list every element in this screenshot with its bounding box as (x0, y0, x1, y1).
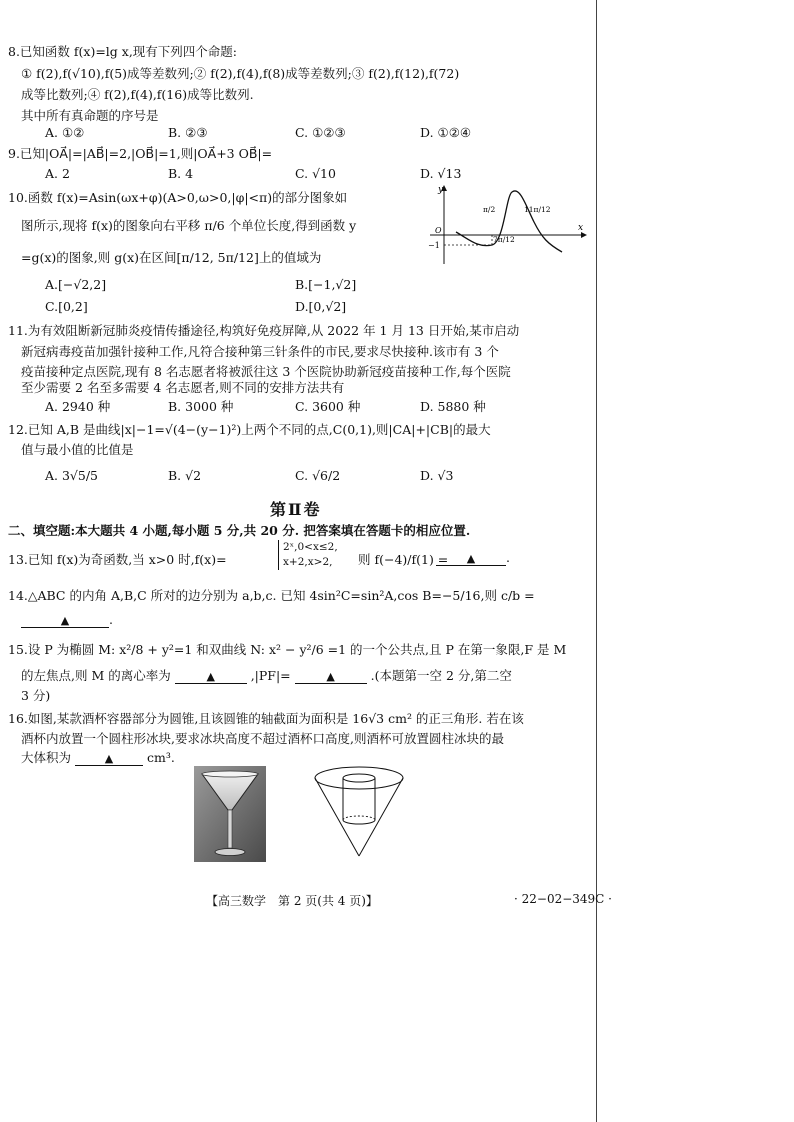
q9-option-b: B. 4 (168, 166, 194, 181)
page-margin-line (596, 0, 597, 1122)
section-title: 第Ⅱ卷 (270, 500, 322, 519)
q9-stem: 9.已知|OA⃗|=|AB⃗|=2,|OB⃗|=1,则|OA⃗+3 OB⃗|= (8, 146, 273, 161)
q9-option-c: C. √10 (295, 166, 336, 181)
q8-line4: 其中所有真命题的序号是 (21, 108, 159, 123)
q8-option-d: D. ①②④ (420, 125, 472, 140)
q16-line3 (21, 748, 175, 766)
q9-option-d: D. √13 (420, 166, 462, 181)
q10-option-d: D.[0,√2] (295, 299, 347, 314)
answer-marker-icon: ▲ (206, 670, 215, 683)
q10-option-b: B.[−1,√2] (295, 277, 357, 292)
q15-line3: 3 分) (21, 688, 51, 703)
cone-cylinder-diagram (306, 764, 412, 860)
q15-line2-b: ,|PF|= (250, 668, 291, 683)
origin-label: O (435, 226, 442, 235)
q10-option-c: C.[0,2] (45, 299, 88, 314)
q16-line3-a: 大体积为 (21, 750, 72, 765)
q13-case-2: x+2,x>2, (283, 556, 333, 568)
q13-answer-blank[interactable]: ▲ . (436, 550, 510, 566)
q12-option-b: B. √2 (168, 468, 202, 483)
seven-pi-over-12-label: 7π/12 (493, 235, 515, 244)
q8-line2: ① f(2),f(√10),f(5)成等差数列;② f(2),f(4),f(8)成等差数列;③ f(2),f(12),f(72) (21, 66, 460, 81)
q16-line3-b: cm³. (146, 750, 175, 765)
minus-one-label: −1 (428, 241, 440, 250)
q11-option-a: A. 2940 种 (45, 399, 111, 414)
q10-option-a: A.[−√2,2] (45, 277, 107, 292)
y-axis-label: y (438, 185, 444, 195)
q15-line2 (21, 666, 512, 684)
q11-option-c: C. 3600 种 (295, 399, 361, 414)
q16-line2: 酒杯内放置一个圆柱形冰块,要求冰块高度不超过酒杯口高度,则酒杯可放置圆柱冰块的最 (21, 731, 504, 746)
q14-stem: 14.△ABC 的内角 A,B,C 所对的边分别为 a,b,c. 已知 4sin²C=sin²A,cos B=−5/16,则 c/b = (8, 588, 535, 603)
q14-answer-blank[interactable]: ▲ . (21, 612, 113, 628)
q10-stem: 10.函数 f(x)=Asin(ωx+φ)(A>0,ω>0,|φ|<π)的部分图象如 (8, 190, 348, 205)
answer-marker-icon: ▲ (104, 752, 114, 765)
q12-stem: 12.已知 A,B 是曲线|x|−1=√(4−(y−1)²)上两个不同的点,C(0,1),则|CA|+|CB|的最大 (8, 422, 491, 437)
q13-piecewise (278, 540, 338, 570)
q15-line2-c: .(本题第一空 2 分,第二空 (370, 668, 512, 683)
q12-option-a: A. 3√5/5 (45, 468, 99, 483)
q13-stem: 13.已知 f(x)为奇函数,当 x>0 时,f(x)= (8, 552, 227, 567)
answer-marker-icon: ▲ (326, 670, 335, 683)
q11-line2: 新冠病毒疫苗加强针接种工作,凡符合接种第三针条件的市民,要求尽快接种.该市有 3 个 (21, 344, 499, 359)
page-footer: 【高三数学 第 2 页(共 4 页)】 (206, 894, 378, 908)
q9-option-a: A. 2 (45, 166, 70, 181)
q16-stem: 16.如图,某款酒杯容器部分为圆锥,且该圆锥的轴截面为面积是 16√3 cm² 的正三角形. 若在该 (8, 711, 524, 726)
q8-line3: 成等比数列;④ f(2),f(4),f(16)成等比数列. (21, 87, 254, 102)
pi-over-2-label: π/2 (483, 205, 496, 214)
x-axis-label: x (578, 223, 584, 233)
eleven-pi-over-12-label: 11π/12 (524, 205, 551, 214)
q10-line3: =g(x)的图象,则 g(x)在区间[π/12, 5π/12]上的值域为 (21, 250, 322, 265)
q15-blank-1[interactable] (175, 668, 247, 684)
cocktail-glass-photo (194, 766, 266, 862)
q12-line2: 值与最小值的比值是 (21, 442, 134, 457)
q10-sine-graph (420, 182, 592, 268)
q11-option-d: D. 5880 种 (420, 399, 486, 414)
paper-code: · 22−02−349C · (514, 892, 612, 906)
q16-blank[interactable] (75, 750, 143, 766)
q13-ratio: 则 f(−4)/f(1) = (358, 552, 449, 567)
q13-case-1: 2ˣ,0<x≤2, (283, 541, 338, 553)
q10-line2: 图所示,现将 f(x)的图象向右平移 π/6 个单位长度,得到函数 y (21, 218, 357, 233)
q8-stem: 8.已知函数 f(x)=lg x,现有下列四个命题: (8, 44, 238, 59)
answer-marker-icon: ▲ (60, 614, 70, 627)
answer-marker-icon: ▲ (466, 552, 476, 565)
q11-line4: 至少需要 2 名至多需要 4 名志愿者,则不同的安排方法共有 (21, 380, 345, 395)
q11-stem: 11.为有效阻断新冠肺炎疫情传播途径,构筑好免疫屏障,从 2022 年 1 月 13 日开始,某市启动 (8, 323, 520, 338)
part2-instructions: 二、填空题:本大题共 4 小题,每小题 5 分,共 20 分. 把答案填在答题卡的相应位置. (8, 523, 471, 538)
q15-stem: 15.设 P 为椭圆 M: x²/8 + y²=1 和双曲线 N: x² − y²/6 =1 的一个公共点,且 P 在第一象限,F 是 M (8, 642, 567, 657)
q15-line2-a: 的左焦点,则 M 的离心率为 (21, 668, 171, 683)
q12-option-c: C. √6/2 (295, 468, 341, 483)
q12-option-d: D. √3 (420, 468, 454, 483)
q8-option-a: A. ①② (45, 125, 85, 140)
q15-blank-2[interactable] (295, 668, 367, 684)
q8-option-b: B. ②③ (168, 125, 208, 140)
q11-line3: 疫苗接种定点医院,现有 8 名志愿者将被派往这 3 个医院协助新冠疫苗接种工作,每个医院 (21, 364, 511, 379)
q11-option-b: B. 3000 种 (168, 399, 234, 414)
q8-option-c: C. ①②③ (295, 125, 346, 140)
